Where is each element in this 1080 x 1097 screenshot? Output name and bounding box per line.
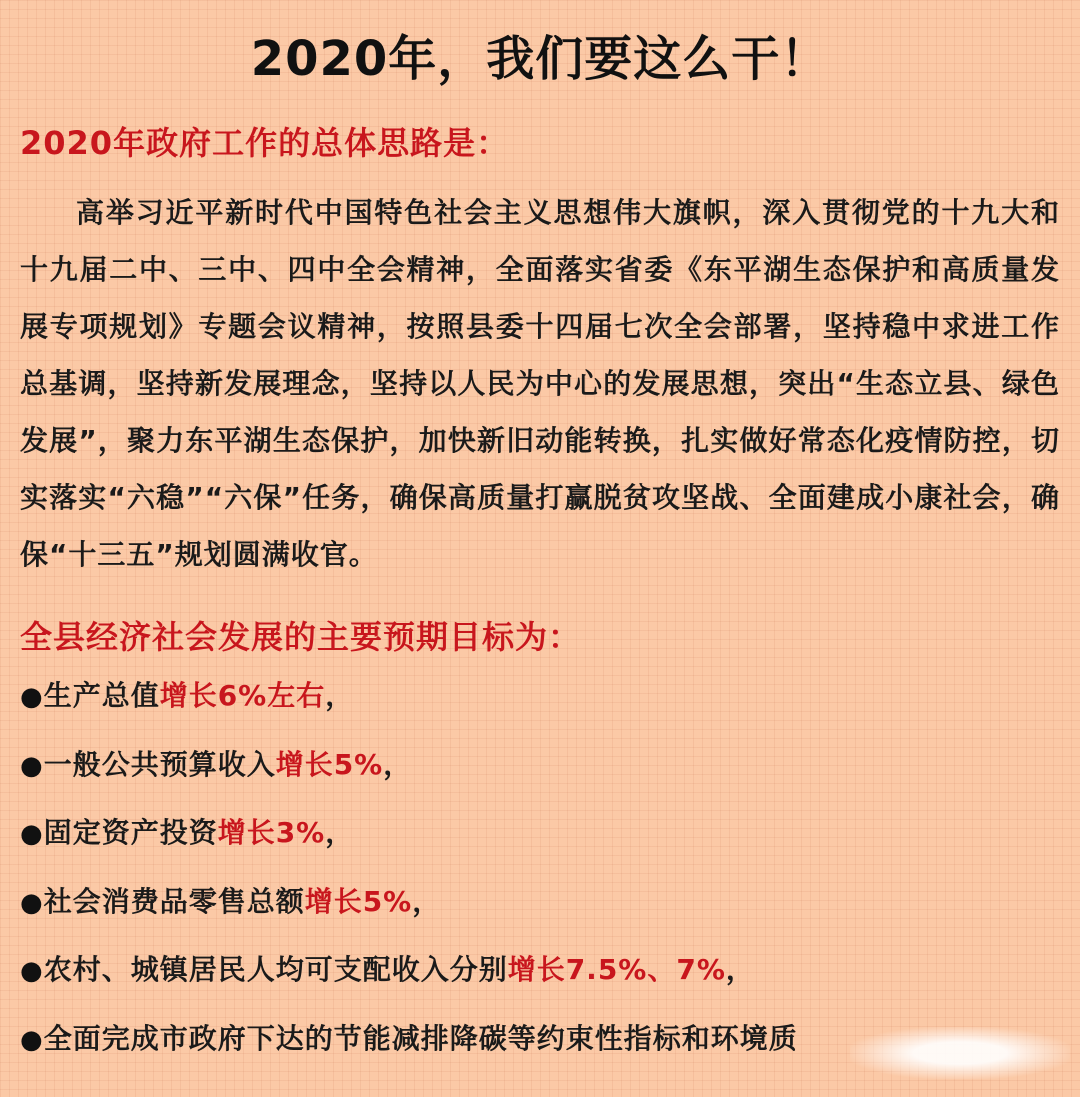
targets-list <box>20 676 1070 1088</box>
target-label: 全面完成市政府下达的节能减排降碳等约束性指标和环境质 <box>43 1021 798 1055</box>
target-label: 生产总值 <box>43 679 160 712</box>
target-highlight: 增长5% <box>304 884 413 918</box>
bullet-icon: ● <box>20 956 44 987</box>
target-item <box>20 676 1070 745</box>
bullet-icon: ● <box>20 1024 44 1055</box>
target-label: 农村、城镇居民人均可支配收入分别 <box>43 953 508 987</box>
target-item <box>20 813 1070 882</box>
target-label: 固定资产投资 <box>43 816 218 850</box>
watermark-overlay <box>850 1027 1070 1079</box>
target-suffix: ， <box>725 953 755 987</box>
bullet-icon: ● <box>20 682 44 712</box>
target-label: 一般公共预算收入 <box>43 747 276 781</box>
target-suffix: ， <box>412 884 442 918</box>
target-highlight: 增长3% <box>217 816 326 850</box>
target-suffix: ， <box>325 816 355 850</box>
target-highlight: 增长7.5%、7% <box>507 953 726 987</box>
target-item <box>20 745 1070 814</box>
target-suffix: ， <box>325 679 355 712</box>
section-heading-approach: 2020年政府工作的总体思路是： <box>20 124 510 162</box>
approach-paragraph: 高举习近平新时代中国特色社会主义思想伟大旗帜，深入贯彻党的十九大和十九届二中、三中、四中全会精神，全面落实省委《东平湖生态保护和高质量发展专项规划》专题会议精神，按照县委十四届七次全会部署，坚持稳中求进工作总基调，坚持新发展理念，坚持以人民为中心的发展思想，突出“生态立县、绿色发展”，聚力东平湖生态保护，加快新旧动能转换，扎实做好常态化疫情防控，切实落实“六稳”“六保”任务，确保高质量打赢脱贫攻坚战、全面建成小康社会，确保“十三五”规划圆满收官。 <box>20 196 1060 571</box>
target-highlight: 增长6%左右 <box>159 679 326 712</box>
section-heading-targets: 全县经济社会发展的主要预期目标为： <box>20 618 582 656</box>
target-label: 社会消费品零售总额 <box>43 884 305 918</box>
page-title: 2020年，我们要这么干！ <box>250 31 830 87</box>
target-suffix: ， <box>383 747 413 781</box>
target-item <box>20 950 1070 1019</box>
bullet-icon: ● <box>20 750 44 781</box>
bullet-icon: ● <box>20 887 44 918</box>
target-item <box>20 882 1070 951</box>
target-highlight: 增长5% <box>275 747 384 781</box>
bullet-icon: ● <box>20 819 44 850</box>
